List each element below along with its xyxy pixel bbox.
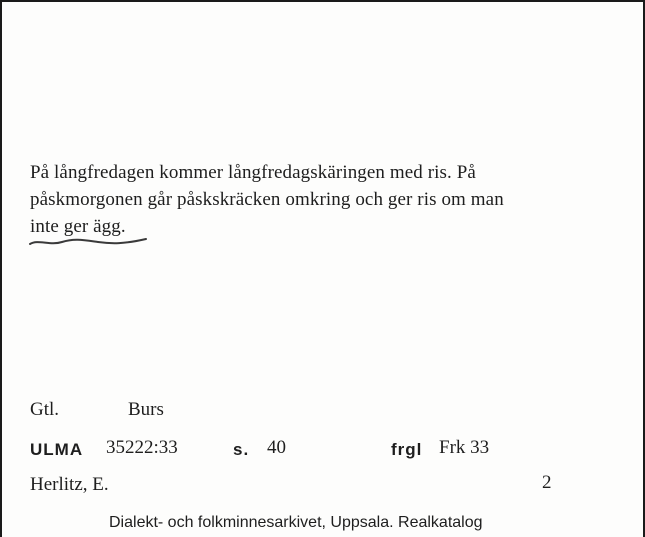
page-label: s. (233, 440, 250, 459)
parish-name: Burs (128, 399, 164, 420)
recorder-name: Herlitz, E. (30, 474, 109, 495)
body-line-1: På långfredagen kommer långfredagskäringen med ris. På (30, 162, 476, 183)
archive-number: 35222:33 (106, 437, 178, 458)
page-number: 40 (267, 437, 286, 458)
card-number: 2 (542, 472, 552, 493)
handwritten-underline (28, 235, 148, 249)
archive-label: ULMA (30, 440, 84, 459)
province-label: Gtl. (30, 399, 60, 420)
questionnaire-label: frgl (391, 440, 423, 459)
questionnaire-value: Frk 33 (439, 437, 490, 458)
archive-footer: Dialekt- och folkminnesarkivet, Uppsala. Realkatalog (109, 514, 483, 531)
card-top-tab (302, 0, 462, 6)
body-line-2: påskmorgonen går påskskräcken omkring och ger ris om man (30, 189, 504, 210)
body-line-3: inte ger ägg. (30, 216, 126, 237)
card-body-text (30, 159, 620, 240)
